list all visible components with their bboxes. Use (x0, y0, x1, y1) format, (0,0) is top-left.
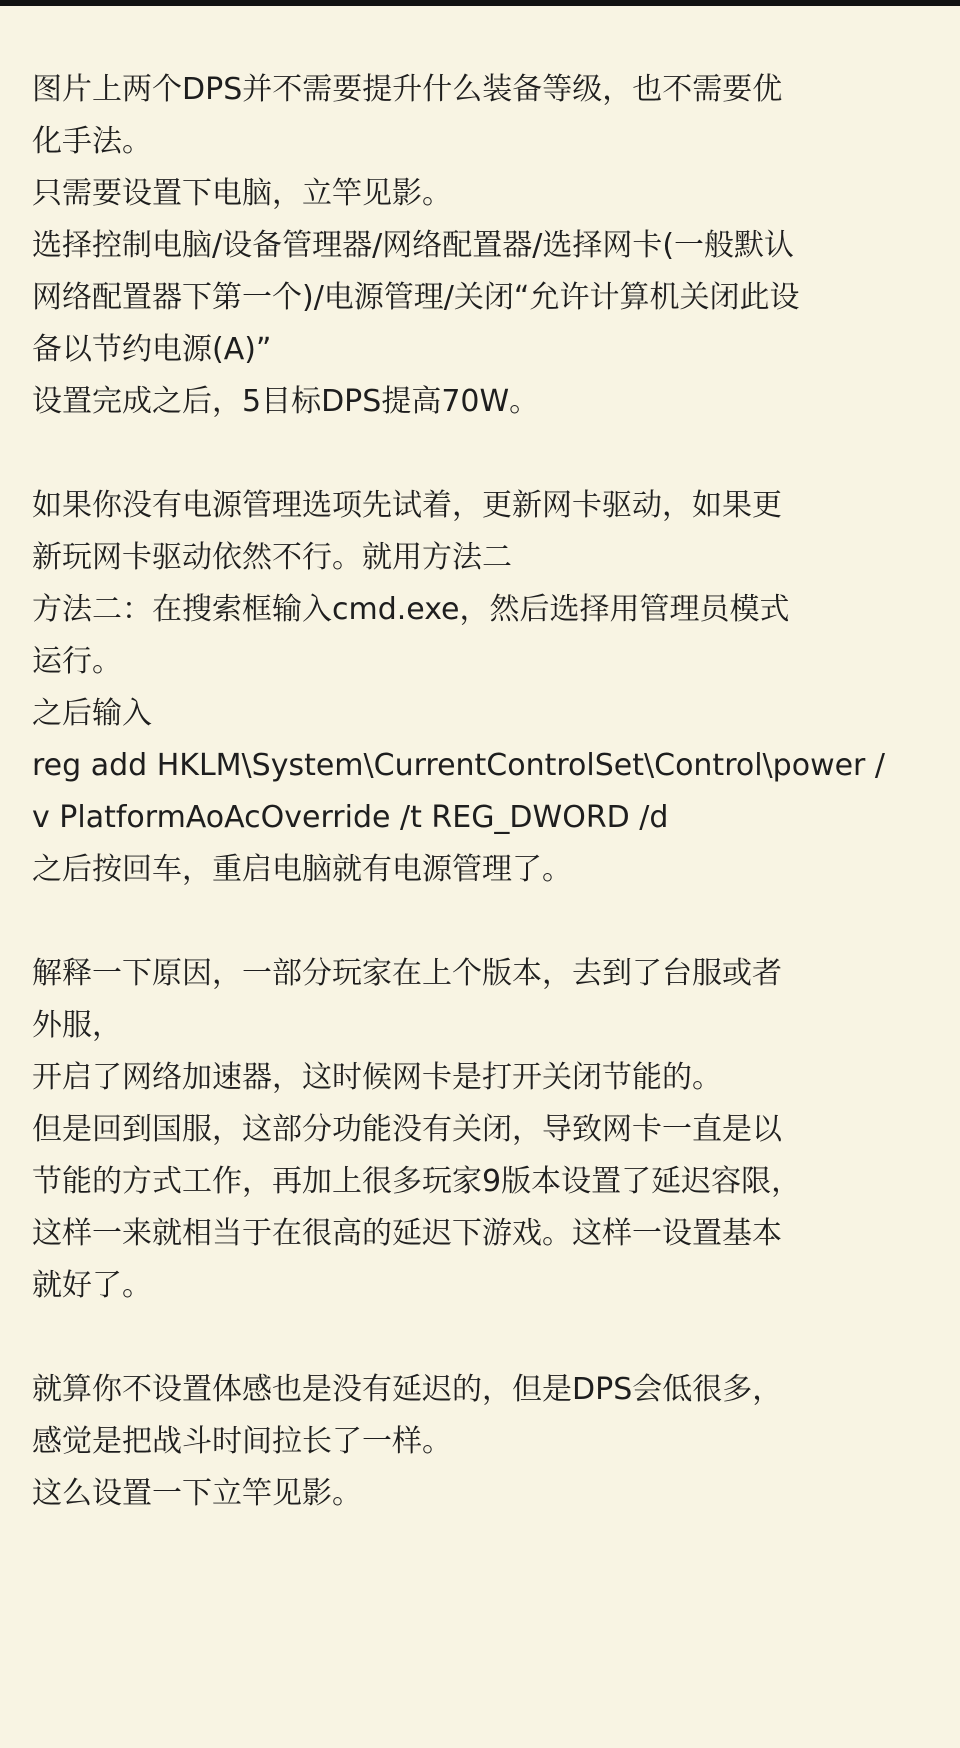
text-line: 运行。 (32, 644, 122, 679)
paragraph-gap (32, 896, 932, 948)
text-line: 就算你不设置体感也是没有延迟的，但是DPS会低很多， (32, 1372, 783, 1407)
text-line: 解释一下原因，一部分玩家在上个版本，去到了台服或者 (32, 956, 782, 991)
text-line: 如果你没有电源管理选项先试着，更新网卡驱动，如果更 (32, 488, 782, 523)
paragraph-gap (32, 428, 932, 480)
text-line: 感觉是把战斗时间拉长了一样。 (32, 1424, 452, 1459)
text-line: 这么设置一下立竿见影。 (32, 1476, 362, 1511)
text-line: 设置完成之后，5目标DPS提高70W。 (32, 384, 540, 419)
text-line: 图片上两个DPS并不需要提升什么装备等级，也不需要优 (32, 72, 783, 107)
text-line: 节能的方式工作，再加上很多玩家9版本设置了延迟容限， (32, 1164, 802, 1199)
text-line: 化手法。 (32, 124, 152, 159)
text-line: 网络配置器下第一个)/电源管理/关闭“允许计算机关闭此设 (32, 280, 800, 315)
paragraph-gap (32, 1312, 932, 1364)
article-body (32, 64, 932, 1520)
text-line: 之后按回车，重启电脑就有电源管理了。 (32, 852, 572, 887)
text-line: 这样一来就相当于在很高的延迟下游戏。这样一设置基本 (32, 1216, 782, 1251)
text-line: 方法二：在搜索框输入cmd.exe，然后选择用管理员模式 (32, 592, 790, 627)
status-bar (0, 0, 960, 6)
text-line: 之后输入 (32, 696, 152, 731)
text-line: 就好了。 (32, 1268, 152, 1303)
text-line: 外服， (32, 1008, 122, 1043)
command-line: v PlatformAoAcOverride /t REG_DWORD /d (32, 800, 669, 835)
text-line: 开启了网络加速器，这时候网卡是打开关闭节能的。 (32, 1060, 722, 1095)
text-line: 备以节约电源(A)” (32, 332, 272, 367)
text-line: 选择控制电脑/设备管理器/网络配置器/选择网卡(一般默认 (32, 228, 795, 263)
text-line: 新玩网卡驱动依然不行。就用方法二 (32, 540, 512, 575)
text-line: 只需要设置下电脑，立竿见影。 (32, 176, 452, 211)
command-line: reg add HKLM\System\CurrentControlSet\Control\power / (32, 748, 886, 783)
text-line: 但是回到国服，这部分功能没有关闭，导致网卡一直是以 (32, 1112, 782, 1147)
